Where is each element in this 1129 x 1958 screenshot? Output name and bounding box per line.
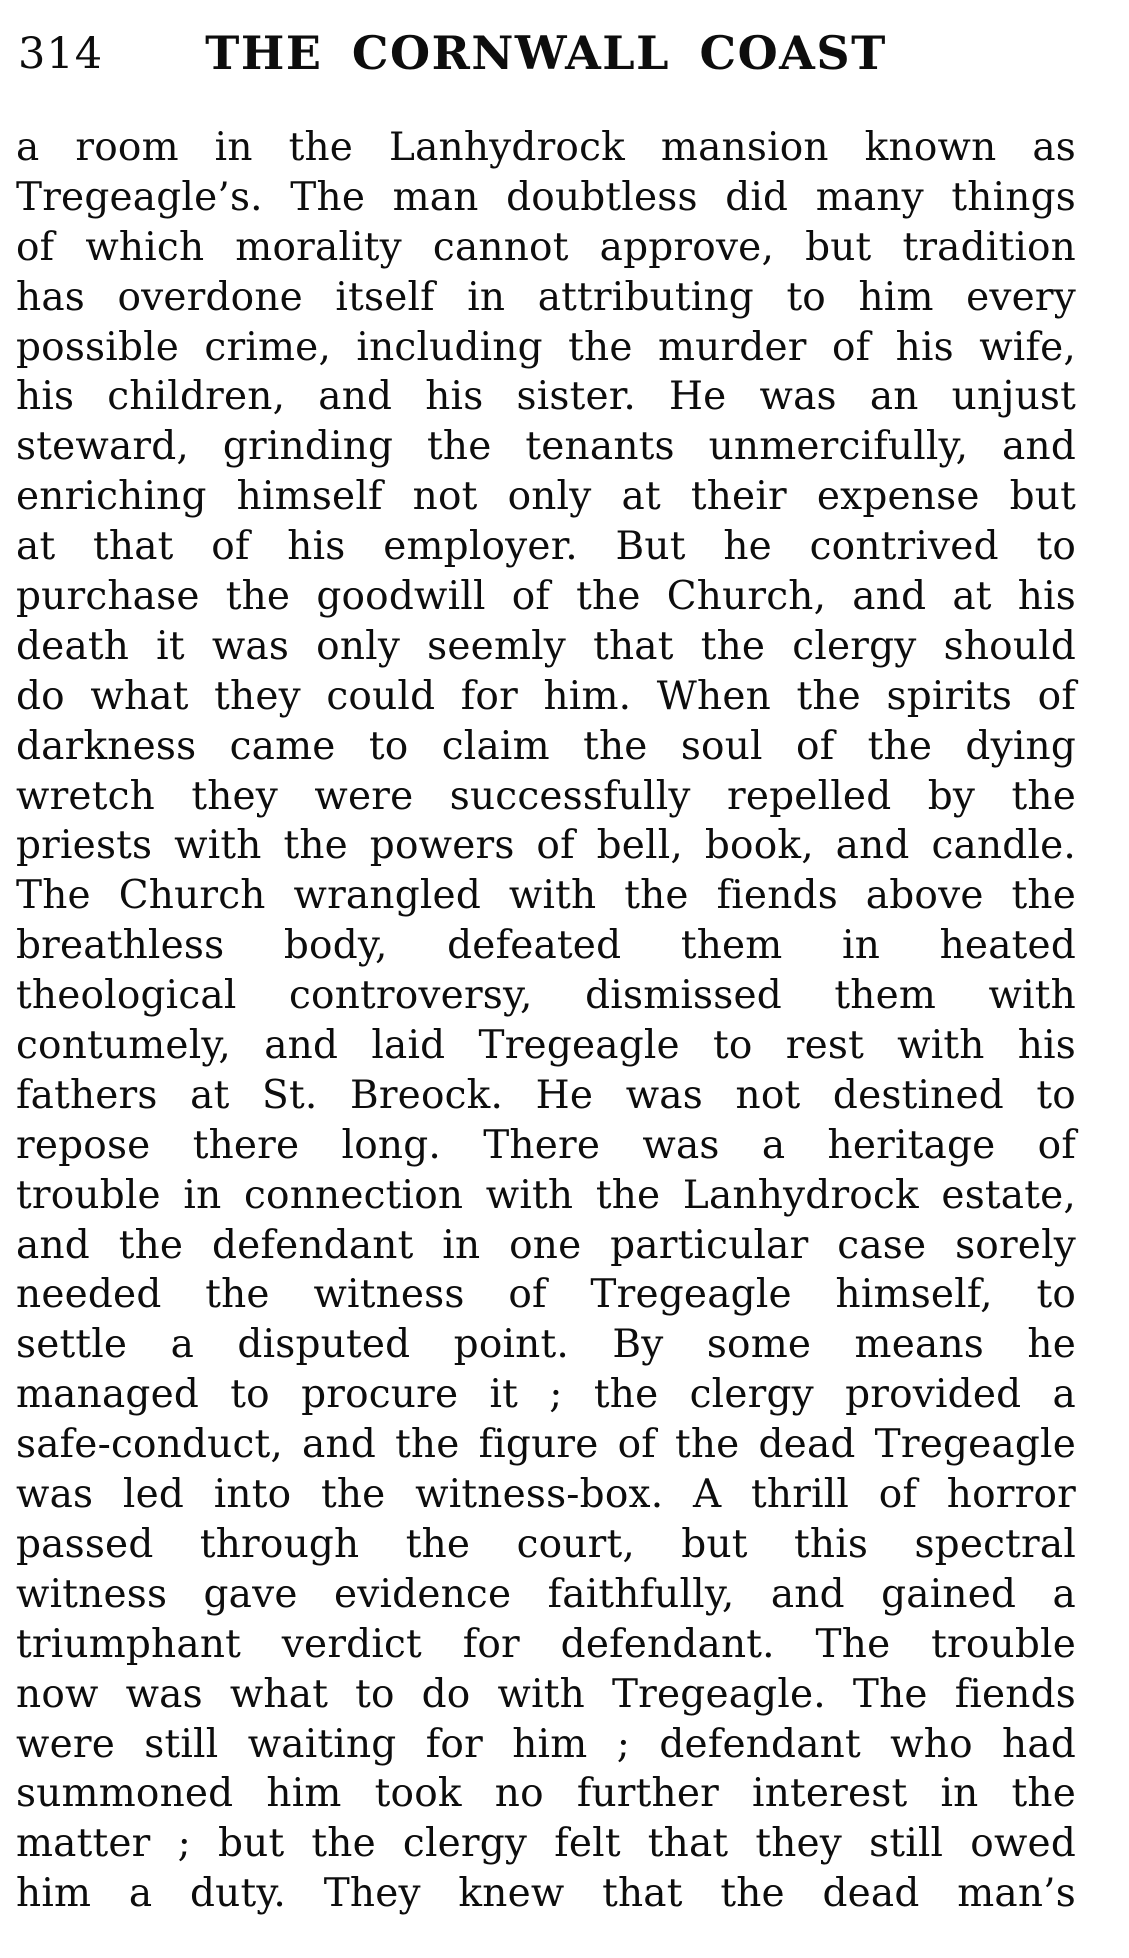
- text-line: theological controversy, dismissed them with: [16, 973, 1076, 1019]
- text-line: has overdone itself in attributing to him every: [16, 274, 1076, 320]
- text-line: wretch they were successfully repelled by the: [16, 773, 1076, 819]
- page-body: [16, 123, 1076, 1919]
- text-line: triumphant verdict for defendant. The trouble: [16, 1621, 1076, 1667]
- text-line: and the defendant in one particular case sorely: [16, 1222, 1076, 1268]
- running-title: THE CORNWALL COAST: [205, 26, 887, 80]
- text-line: The Church wrangled with the fiends above the: [16, 873, 1076, 919]
- text-line: of which morality cannot approve, but tradition: [16, 224, 1076, 270]
- text-line: death it was only seemly that the clergy should: [16, 623, 1076, 669]
- text-line: him a duty. They knew that the dead man’s: [16, 1871, 1076, 1917]
- text-line: a room in the Lanhydrock mansion known as: [16, 125, 1076, 170]
- text-line: summoned him took no further interest in the: [16, 1771, 1076, 1817]
- page-header: [16, 0, 1076, 90]
- text-line: fathers at St. Breock. He was not destined to: [16, 1072, 1076, 1118]
- text-line: enriching himself not only at their expense but: [16, 474, 1076, 520]
- text-line: matter ; but the clergy felt that they still owed: [16, 1821, 1076, 1867]
- text-line: purchase the goodwill of the Church, and at his: [16, 574, 1076, 620]
- text-line: were still waiting for him ; defendant who had: [16, 1721, 1076, 1767]
- text-line: priests with the powers of bell, book, and candle.: [16, 823, 1076, 869]
- text-line: steward, grinding the tenants unmercifully, and: [16, 424, 1076, 470]
- text-line: needed the witness of Tregeagle himself, to: [16, 1272, 1076, 1318]
- text-line: contumely, and laid Tregeagle to rest with his: [16, 1023, 1076, 1069]
- text-line: Tregeagle’s. The man doubtless did many things: [16, 174, 1076, 220]
- text-line: his children, and his sister. He was an unjust: [16, 374, 1076, 420]
- text-line: managed to procure it ; the clergy provided a: [16, 1372, 1076, 1418]
- text-line: possible crime, including the murder of his wife,: [16, 324, 1076, 370]
- text-line: darkness came to claim the soul of the dying: [16, 723, 1076, 769]
- text-line: repose there long. There was a heritage of: [16, 1122, 1076, 1168]
- text-line: at that of his employer. But he contrived to: [16, 524, 1076, 570]
- text-line: trouble in connection with the Lanhydrock estate,: [16, 1172, 1076, 1218]
- text-line: do what they could for him. When the spirits of: [16, 673, 1076, 719]
- text-line: witness gave evidence faithfully, and gained a: [16, 1571, 1076, 1617]
- text-line: settle a disputed point. By some means he: [16, 1322, 1076, 1368]
- text-line: was led into the witness-box. A thrill of horror: [16, 1472, 1076, 1518]
- text-line: safe-conduct, and the figure of the dead Tregeagle: [16, 1422, 1076, 1468]
- text-line: passed through the court, but this spectral: [16, 1521, 1076, 1567]
- text-line: now was what to do with Tregeagle. The fiends: [16, 1671, 1076, 1717]
- text-line: breathless body, defeated them in heated: [16, 923, 1076, 969]
- page-number: 314: [18, 29, 104, 79]
